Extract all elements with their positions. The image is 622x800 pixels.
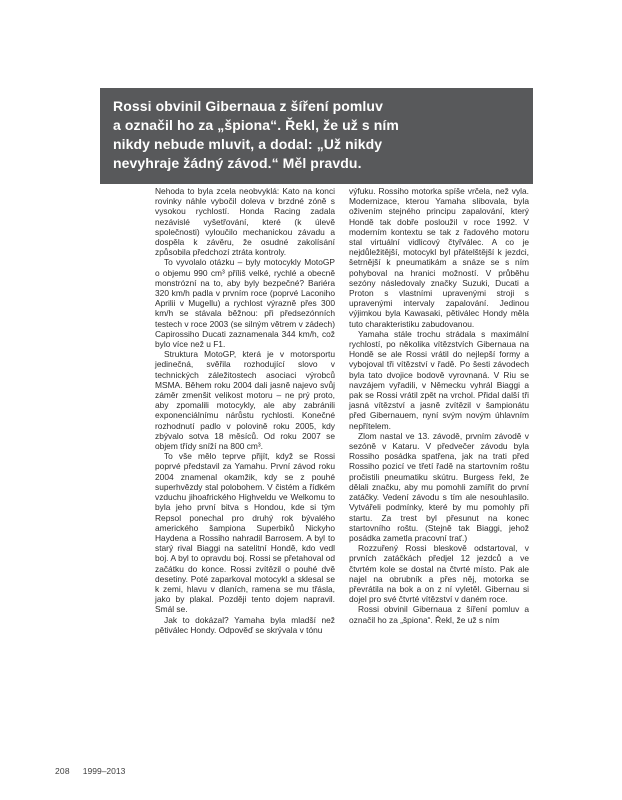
article-body <box>155 186 529 635</box>
paragraph: Jak to dokázal? Yamaha byla mladší než pětiválec Hondy. Odpověď se skrývala v tónu <box>155 614 335 635</box>
paragraph: Struktura MotoGP, která je v motorsportu jedinečná, svěřila rozhodující slovo v technických záležitostech asociaci výrobců MSMA. Během roku 2004 dali jasně najevo svůj záměr zmenšit velikost motoru – ne prý proto, aby zpomalili motocykly, ale aby zabránili exponenciálnímu nárůstu rychlosti. Konečné rozhodnutí padlo v polovině roku 2005, kdy zbývalo sotva 18 měsíců. Od roku 2007 se objem třídy sníží na 800 cm³. <box>155 349 335 452</box>
pull-quote-line: Rossi obvinil Gibernaua z šíření pomluv <box>113 98 383 114</box>
page-number: 208 <box>55 766 70 776</box>
paragraph: To vše mělo teprve přijít, když se Rossi poprvé představil za Yamahu. První závod roku 2004 znamenal okamžik, kdy se z pouhé superhvězdy stal polobohem. V čistém a řídkém vzduchu jihoafrického Highveldu ve Welkomu to byla jeho první bitva s Hondou, kde si tým Repsol ponechal pro druhý rok bývalého amerického šampiona Superbiků Nickyho Haydena a Rossiho nahradil Barrosem. A byl to starý rival Biaggi na satelitní Hondě, kdo vedl boj. A byl to opravdu boj. Rossi se přetahoval od začátku do konce. Rossi zvítězil o pouhé dvě desetiny. Poté zaparkoval motocykl a sklesal se k zemi, hlavu v dlaních, ramena se mu třásla, jako by plakal. Později tento dojem napravil. Smál se. <box>155 451 335 615</box>
pull-quote-line: nevyhraje žádný závod.“ Měl pravdu. <box>113 155 362 171</box>
paragraph: To vyvolalo otázku – byly motocykly MotoGP o objemu 990 cm³ příliš velké, rychlé a obecně monstrózní na to, aby byly bezpečné? Bariéra 320 km/h padla v prvním roce (poprvé Laconiho Aprilii v Mugellu) a rychlost výrazně přes 300 km/h se stávala běžnou: při předsezónních testech v roce 2003 (se silným větrem v zádech) Capirossiho Ducati zaznamenala 344 km/h, což bylo více než u F1. <box>155 257 335 350</box>
paragraph: výfuku. Rossiho motorka spíše vrčela, než vyla. Modernizace, kterou Yamaha slibovala, byla oživením stejného principu zapalování, který Hondě tak dobře posloužil v roce 1992. V moderním kontextu se tak z řadového motoru stal virtuální vidlicový čtyřválec. A co je nejdůležitější, motocykl byl přátelštější k jezdci, šetrnější k pneumatikám a snáze se s ním pohyboval na hranici možností. V průběhu sezóny následovaly značky Suzuki, Ducati a Proton s vlastními upravenými stroji s upravenými intervaly zapalování. Jedinou výjimkou byla Kawasaki, pětiválec Hondy měla tuto charakteristiku zabudovanou. <box>349 186 529 329</box>
pull-quote-line: a označil ho za „špiona“. Řekl, že už s ním <box>113 117 399 133</box>
paragraph: Yamaha stále trochu strádala s maximální rychlostí, po několika vítězstvích Gibernaua na Hondě se ale Rossi vrátil do nejlepší formy a vybojoval tři vítězství v řadě. Po šesti závodech byla tato dvojice bodově vyrovnaná. V Riu se navzájem vyřadili, v Německu vyhrál Biaggi a pak se Rossi vrátil zpět na vrchol. Přidal další tři jasná vítězství a jasně zvítězil v šampionátu před Gibernauem, nyní svým novým úhlavním nepřítelem. <box>349 328 529 431</box>
paragraph: Rossi obvinil Gibernaua z šíření pomluv a označil ho za „špiona“. Řekl, že už s ním <box>349 604 529 625</box>
pull-quote-box <box>100 88 533 184</box>
paragraph: Nehoda to byla zcela neobvyklá: Kato na konci rovinky náhle vybočil doleva v brzdné zóně s vysokou rychlostí. Honda Racing zadala nezávislé vyšetřování, které (k úlevě společnosti) vyloučilo mechanickou závadu a dospěla k závěru, že osudné zakolísání způsobila předchozí ztráta kontroly. <box>155 186 335 258</box>
page-footer <box>55 766 125 776</box>
right-column <box>349 186 529 635</box>
chapter-year-range: 1999–2013 <box>82 766 126 776</box>
left-column <box>155 186 335 635</box>
pull-quote-line: nikdy nebude mluvit, a dodal: „Už nikdy <box>113 136 383 152</box>
paragraph: Zlom nastal ve 13. závodě, prvním závodě v sezóně v Kataru. V předvečer závodu byla Rossiho posádka spatřena, jak na trati před Rossiho pozicí ve třetí řadě na startovním roštu pročistili pneumatiku skútru. Burgess řekl, že dělali značku, aby mu pomohli zamířit do první zatáčky. Vedení závodu s tím ale nesouhlasilo. Vytvářeli podmínky, které by mu pomohly při startu. Za trest byl přesunut na konec startovního roštu. (Stejně tak Biaggi, jehož posádka zametla pracovní trať.) <box>349 430 529 543</box>
paragraph: Rozzuřený Rossi bleskově odstartoval, v prvních zatáčkách předjel 12 jezdců a ve čtvrtém kole se dostal na čtvrté místo. Pak ale najel na obrubník a přes něj, motorka se převrátila na bok a on z ní vyletěl. Gibernau si dojel pro své čtvrté vítězství v daném roce. <box>349 543 529 605</box>
pull-quote-text <box>113 97 519 173</box>
